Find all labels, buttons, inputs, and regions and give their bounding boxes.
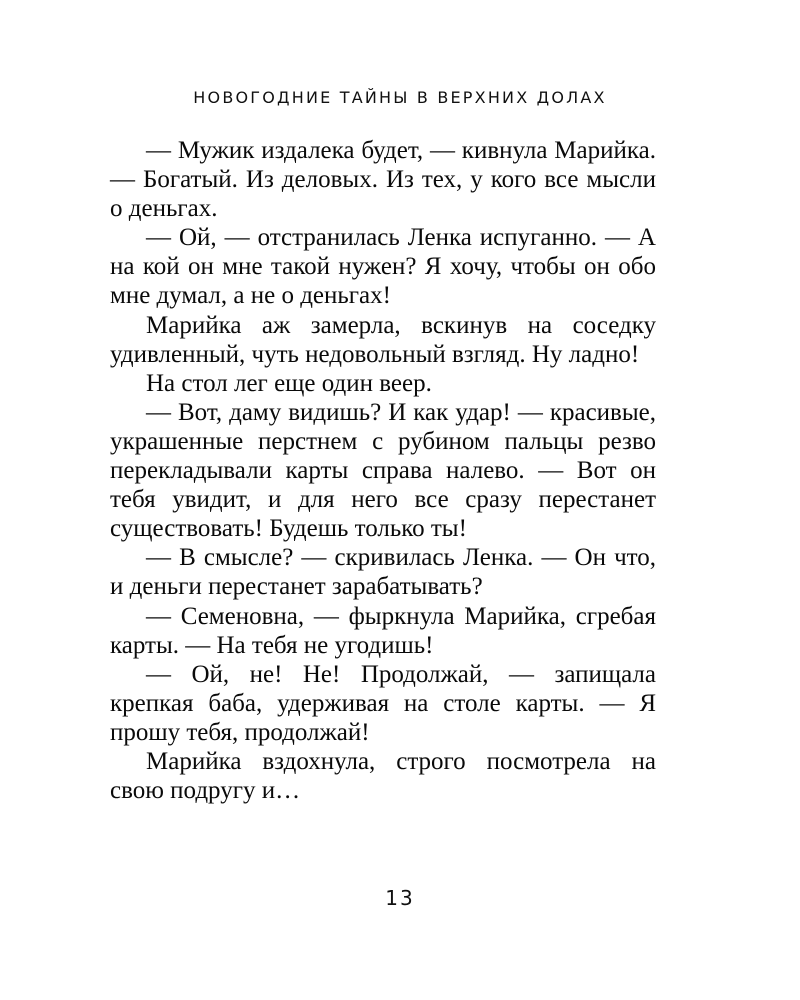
- page-number: 13: [385, 886, 415, 910]
- body-text: [110, 136, 656, 805]
- paragraph: Марийка вздохнула, строго посмотрела на свою подругу и…: [110, 747, 656, 805]
- paragraph: На стол лег еще один веер.: [146, 369, 432, 397]
- running-title: НОВОГОДНИЕ ТАЙНЫ В ВЕРХНИХ ДОЛАХ: [193, 88, 607, 107]
- paragraph: Марийка аж замерла, вскинув на соседку удивленный, чуть недовольный взгляд. Ну ладно!: [110, 311, 656, 368]
- paragraph: — Ой, — отстранилась Ленка испуганно. — А на кой он мне такой нужен? Я хочу, чтобы он обо мне думал, а не о деньгах!: [110, 224, 656, 310]
- paragraph: — Семеновна, — фыркнула Марийка, сгребая карты. — На тебя не угодишь!: [110, 602, 656, 659]
- paragraph: — В смысле? — скривилась Ленка. — Он что, и деньги перестанет зарабатывать?: [110, 544, 656, 601]
- paragraph: — Вот, даму видишь? И как удар! — красивые, украшенные перстнем с рубином пальцы резво перекладывали карты справа налево. — Вот он тебя увидит, и для него все сразу перестанет существовать! Будешь только ты!: [110, 398, 656, 543]
- paragraph: — Ой, не! Не! Продолжай, — запищала крепкая баба, удерживая на столе карты. — Я прошу тебя, продолжай!: [110, 660, 656, 746]
- paragraph: — Мужик издалека будет, — кивнула Марийка. — Богатый. Из деловых. Из тех, у кого все мысли о деньгах.: [110, 137, 656, 223]
